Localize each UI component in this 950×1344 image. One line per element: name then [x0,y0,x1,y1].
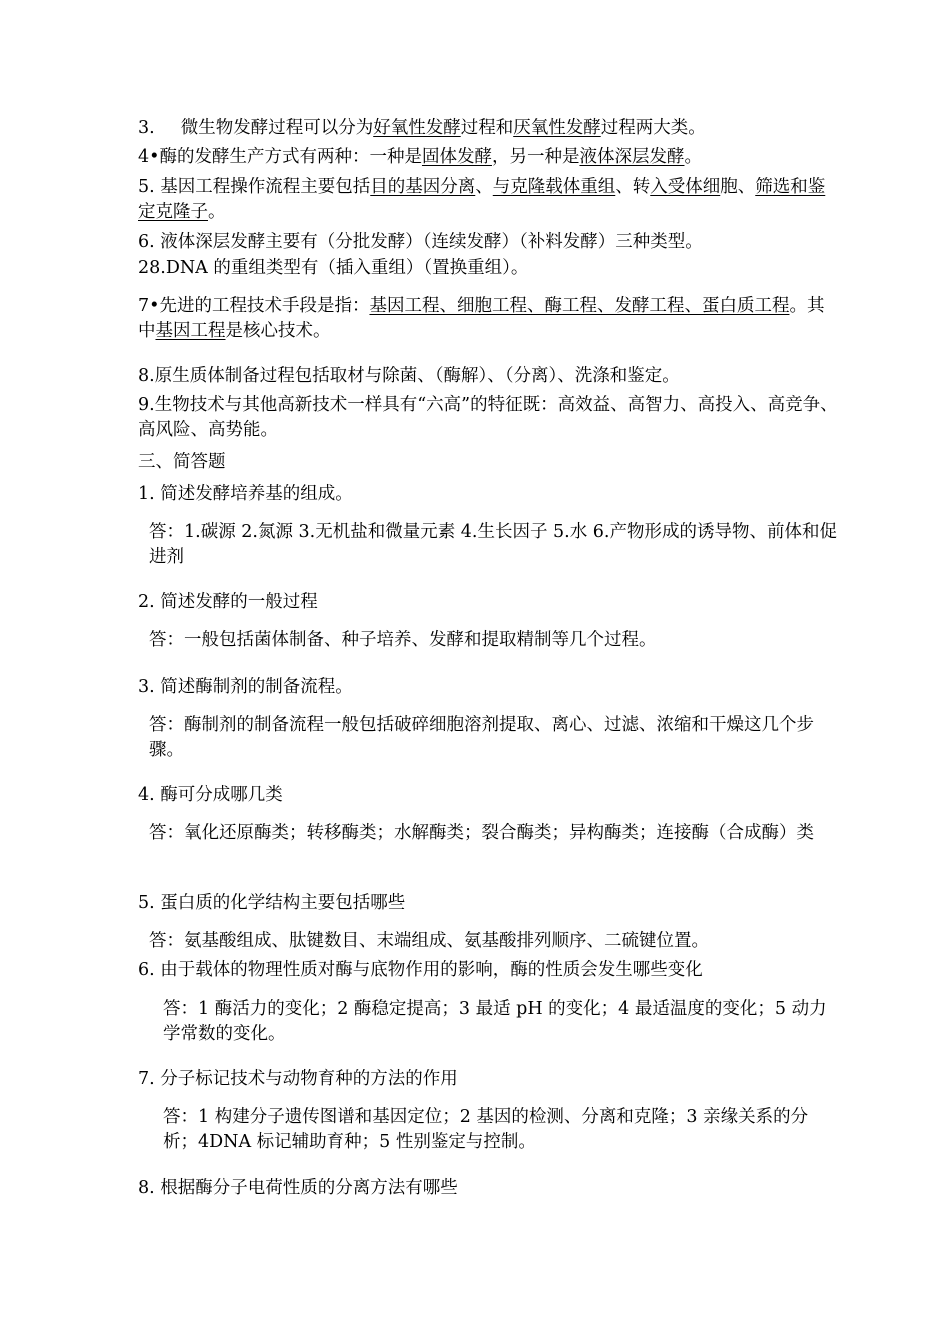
answer-underline: 液体深层发酵 [579,147,685,167]
fill-item-3: 3. 微生物发酵过程可以分为好氧性发酵过程和厌氧性发酵过程两大类。 [138,118,706,138]
question-7: 7. 分子标记技术与动物育种的方法的作用 [138,1069,458,1089]
question-1: 1. 简述发酵培养基的组成。 [138,484,353,504]
answer-7: 答：1 构建分子遗传图谱和基因定位；2 基因的检测、分离和克隆；3 亲缘关系的分析；4DNA 标记辅助育种；5 性别鉴定与控制。 [163,1107,809,1152]
fill-item-28: 28.DNA 的重组类型有（插入重组）（置换重组）。 [138,258,529,278]
answer-5: 答：氨基酸组成、肽键数目、末端组成、氨基酸排列顺序、二硫键位置。 [149,931,709,951]
answer-2: 答：一般包括菌体制备、种子培养、发酵和提取精制等几个过程。 [149,630,657,650]
fill-item-6: 6. 液体深层发酵主要有（分批发酵）（连续发酵）（补料发酵）三种类型。 [138,232,703,252]
fill-item-7: 7•先进的工程技术手段是指：基因工程、细胞工程、酶工程、发酵工程、蛋白质工程。其中基因工程是核心技术。 [138,296,825,341]
answer-1: 答：1.碳源 2.氮源 3.无机盐和微量元素 4.生长因子 5.水 6.产物形成的诱导物、前体和促进剂 [149,522,837,567]
answer-underline: 入受体细 [650,177,721,197]
answer-6: 答：1 酶活力的变化；2 酶稳定提高；3 最适 pH 的变化；4 最适温度的变化；5 动力学常数的变化。 [163,999,827,1044]
fill-item-5: 5. 基因工程操作流程主要包括目的基因分离、与克隆载体重组、转入受体细胞、筛选和鉴定克隆子。 [138,177,826,222]
question-6: 6. 由于载体的物理性质对酶与底物作用的影响，酶的性质会发生哪些变化 [138,960,703,980]
question-2: 2. 简述发酵的一般过程 [138,592,318,612]
answer-underline: 筛选和鉴定克隆子 [138,177,826,222]
fill-item-9: 9.生物技术与其他高新技术一样具有“六高”的特征既：高效益、高智力、高投入、高竞争、高风险、高势能。 [138,395,838,440]
answer-underline: 目的基因分离 [370,177,476,197]
question-5: 5. 蛋白质的化学结构主要包括哪些 [138,893,406,913]
answer-4: 答：氧化还原酶类；转移酶类；水解酶类；裂合酶类；异构酶类；连接酶（合成酶）类 [149,823,814,843]
answer-underline: 基因工程 [155,321,226,341]
answer-underline: 与克隆载体重组 [492,177,616,197]
question-4: 4. 酶可分成哪几类 [138,785,283,805]
answer-underline: 厌氧性发酵 [513,118,601,138]
question-8: 8. 根据酶分子电荷性质的分离方法有哪些 [138,1178,458,1198]
question-3: 3. 简述酶制剂的制备流程。 [138,677,353,697]
answer-underline: 固体发酵 [421,147,492,167]
answer-underline: 好氧性发酵 [373,118,461,138]
answer-3: 答：酶制剂的制备流程一般包括破碎细胞溶剂提取、离心、过滤、浓缩和干燥这几个步骤。 [149,715,814,760]
fill-item-4: 4•酶的发酵生产方式有两种：一种是固体发酵，另一种是液体深层发酵。 [138,147,702,167]
section-title: 三、简答题 [138,452,226,472]
fill-item-8: 8.原生质体制备过程包括取材与除菌、（酶解）、（分离）、洗涤和鉴定。 [138,366,680,386]
answer-underline: 基因工程、细胞工程、酶工程、发酵工程、蛋白质工程 [369,296,790,316]
